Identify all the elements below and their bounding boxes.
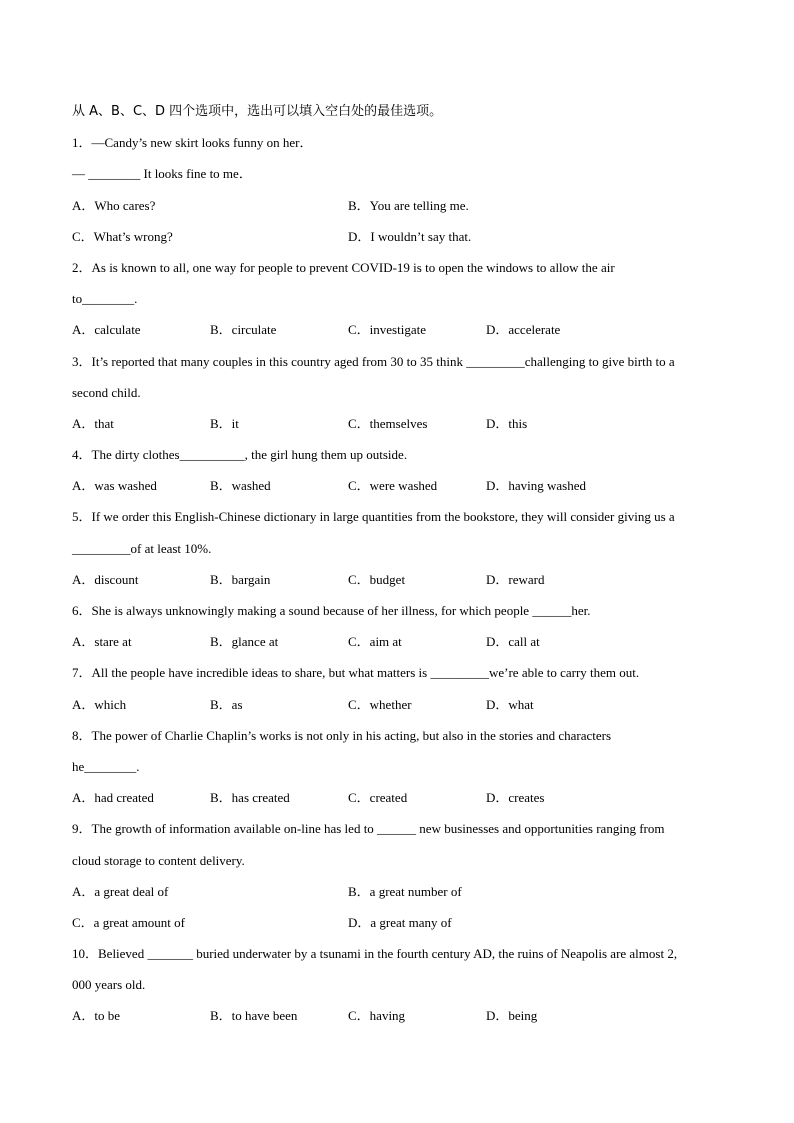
- question-stem-line: 9．The growth of information available on-line has led to ______ new businesses and opportunities ranging from: [72, 821, 665, 837]
- answer-option-d[interactable]: D．this: [486, 415, 528, 431]
- answer-option-b[interactable]: B．washed: [210, 478, 271, 494]
- answer-option-d[interactable]: D．having washed: [486, 478, 587, 494]
- answer-option-b[interactable]: B．circulate: [210, 322, 277, 338]
- options-row: [72, 319, 732, 350]
- options-row: [72, 881, 732, 912]
- answer-option-a[interactable]: A．had created: [72, 790, 154, 806]
- answer-option-c[interactable]: C．aim at: [348, 634, 402, 650]
- question-stem-line: 10．Believed _______ buried underwater by a tsunami in the fourth century AD, the ruins of Neapolis are almost 2,: [72, 946, 678, 962]
- answer-option-a[interactable]: A．discount: [72, 571, 139, 587]
- answer-option-d[interactable]: D．what: [486, 696, 534, 712]
- question-3: [72, 351, 732, 445]
- answer-option-b[interactable]: B．a great number of: [348, 883, 462, 899]
- answer-option-b[interactable]: B．You are telling me.: [348, 197, 469, 213]
- question-9: [72, 818, 732, 943]
- question-stem-line: to________.: [72, 291, 138, 307]
- question-stem-line: _________of at least 10%.: [72, 540, 212, 556]
- question-stem-line: 8．The power of Charlie Chaplin’s works is not only in his acting, but also in the stories and characters: [72, 727, 612, 743]
- question-stem-line: cloud storage to content delivery.: [72, 852, 245, 868]
- question-stem-line: 6．She is always unknowingly making a sound because of her illness, for which people ______her.: [72, 603, 591, 618]
- answer-option-c[interactable]: C．What’s wrong?: [72, 228, 173, 244]
- answer-option-a[interactable]: A．that: [72, 415, 114, 431]
- question-1: [72, 132, 732, 257]
- answer-option-a[interactable]: A．stare at: [72, 634, 132, 650]
- question-stem-line: 1．—Candy’s new skirt looks funny on her．: [72, 135, 313, 151]
- answer-option-c[interactable]: C．were washed: [348, 478, 438, 494]
- options-row: [72, 226, 732, 257]
- answer-option-a[interactable]: A．Who cares?: [72, 197, 156, 213]
- options-row: [72, 195, 732, 226]
- question-stem-line: — ________ It looks fine to me．: [72, 166, 252, 182]
- answer-option-c[interactable]: C．whether: [348, 696, 412, 712]
- answer-option-a[interactable]: A．was washed: [72, 478, 157, 494]
- question-stem-line: 7．All the people have incredible ideas to share, but what matters is _________we’re able to carry them out.: [72, 665, 640, 681]
- question-7: [72, 662, 732, 724]
- answer-option-b[interactable]: B．has created: [210, 790, 290, 806]
- options-row: [72, 569, 732, 600]
- answer-option-c[interactable]: C．investigate: [348, 322, 426, 338]
- options-row: [72, 912, 732, 943]
- options-row: [72, 1005, 732, 1036]
- question-stem-line: second child.: [72, 384, 141, 400]
- question-2: [72, 257, 732, 351]
- question-stem-line: 2．As is known to all, one way for people to prevent COVID-19 is to open the windows to allow the air: [72, 259, 615, 275]
- question-10: [72, 943, 732, 1037]
- answer-option-a[interactable]: A．a great deal of: [72, 883, 169, 899]
- answer-option-d[interactable]: D．call at: [486, 634, 540, 650]
- answer-option-d[interactable]: D．reward: [486, 571, 545, 587]
- question-stem-line: 4．The dirty clothes__________, the girl hung them up outside.: [72, 447, 408, 463]
- answer-option-b[interactable]: B．as: [210, 696, 243, 712]
- answer-option-a[interactable]: A．to be: [72, 1008, 121, 1024]
- question-6: [72, 600, 732, 662]
- answer-option-b[interactable]: B．glance at: [210, 634, 279, 650]
- answer-option-d[interactable]: D．a great many of: [348, 914, 452, 930]
- answer-option-b[interactable]: B．it: [210, 415, 239, 431]
- answer-option-b[interactable]: B．bargain: [210, 571, 271, 587]
- instruction-text: 从 A、B、C、D 四个选项中，选出可以填入空白处的最佳选项。: [72, 104, 443, 119]
- options-row: [72, 787, 732, 818]
- answer-option-b[interactable]: B．to have been: [210, 1008, 298, 1024]
- answer-option-a[interactable]: A．calculate: [72, 322, 141, 338]
- question-list: [72, 132, 732, 1036]
- answer-option-d[interactable]: D．creates: [486, 790, 545, 806]
- answer-option-c[interactable]: C．themselves: [348, 415, 428, 431]
- answer-option-d[interactable]: D．I wouldn’t say that.: [348, 228, 472, 244]
- options-row: [72, 694, 732, 725]
- options-row: [72, 475, 732, 506]
- answer-option-d[interactable]: D．accelerate: [486, 322, 561, 338]
- question-stem-line: 3．It’s reported that many couples in this country aged from 30 to 35 think _________challenging to give birth to a: [72, 353, 675, 369]
- answer-option-c[interactable]: C．a great amount of: [72, 914, 185, 930]
- answer-option-c[interactable]: C．created: [348, 790, 408, 806]
- question-5: [72, 506, 732, 600]
- question-stem-line: 000 years old.: [72, 977, 146, 993]
- answer-option-a[interactable]: A．which: [72, 696, 127, 712]
- worksheet: [72, 101, 732, 1037]
- options-row: [72, 413, 732, 444]
- question-8: [72, 725, 732, 819]
- options-row: [72, 631, 732, 662]
- answer-option-d[interactable]: D．being: [486, 1008, 538, 1024]
- answer-option-c[interactable]: C．having: [348, 1008, 406, 1024]
- answer-option-c[interactable]: C．budget: [348, 571, 406, 587]
- question-stem-line: he________.: [72, 758, 140, 774]
- question-4: [72, 444, 732, 506]
- question-stem-line: 5．If we order this English-Chinese dictionary in large quantities from the bookstore, they will consider giving us a: [72, 509, 675, 525]
